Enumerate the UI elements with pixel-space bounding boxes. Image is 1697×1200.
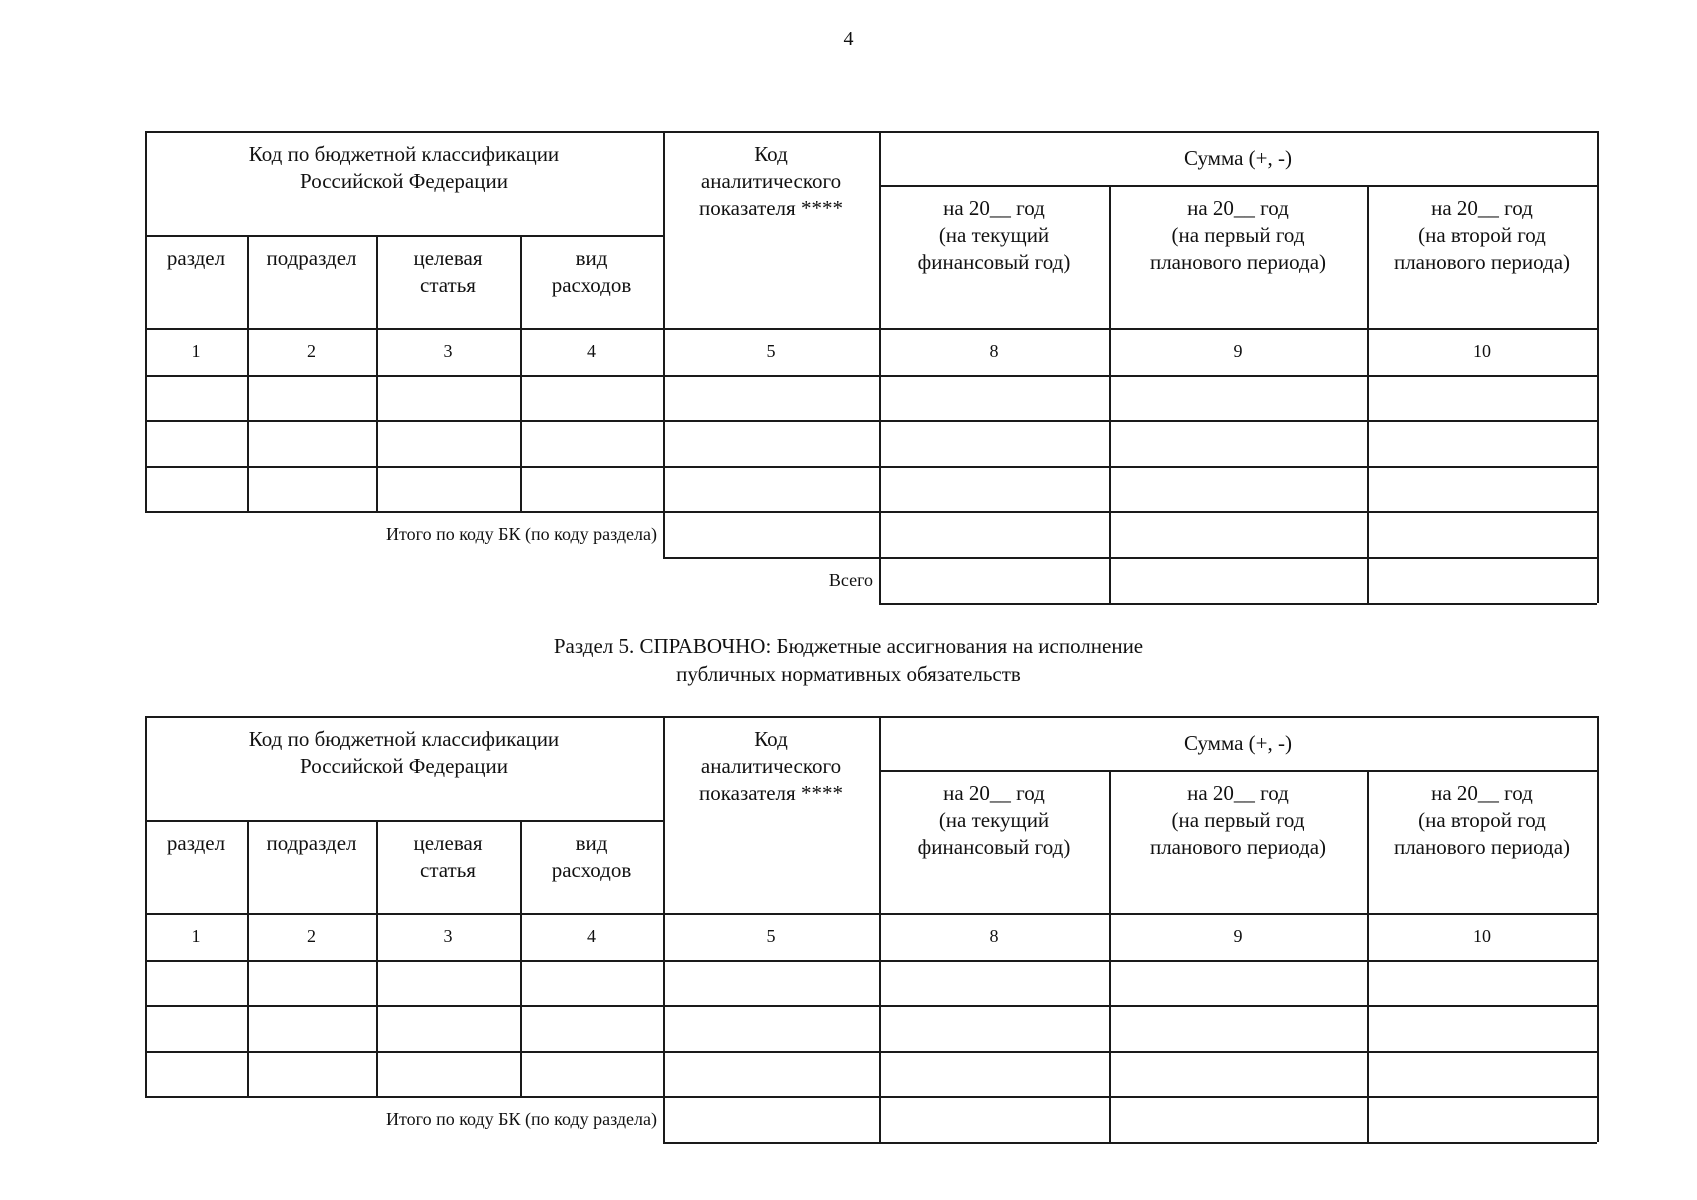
year-plan1-header-line: планового периода) <box>1149 250 1327 274</box>
column-number: 8 <box>989 926 999 946</box>
page-number: 4 <box>843 28 854 50</box>
column-number: 2 <box>307 341 316 361</box>
year-plan1-header-line: (на первый год <box>1171 223 1305 247</box>
summa-header-line: Сумма (+, -) <box>1183 145 1293 170</box>
year-plan1-header-line: планового периода) <box>1149 835 1327 859</box>
table-grid-line <box>663 1142 1597 1144</box>
bk-classification-header <box>145 131 663 235</box>
vid-rashodov-header-line: расходов <box>551 858 632 882</box>
column-number: 9 <box>1233 926 1243 946</box>
celevaya-statya-header-line: целевая <box>413 831 483 855</box>
year-plan2-header-line: планового периода) <box>1393 835 1571 859</box>
year-plan2-header-line: планового периода) <box>1393 250 1571 274</box>
year-plan1-header <box>1109 185 1367 328</box>
year-current-header-line: на 20__ год <box>943 781 1045 805</box>
table-grid-line <box>879 603 1597 605</box>
table-row <box>145 960 1597 1005</box>
bk-classification-header-line: Код по бюджетной классификации <box>248 727 560 751</box>
year-current-header <box>879 770 1109 913</box>
analytic-code-header-line: показателя **** <box>699 781 843 805</box>
bk-classification-header <box>145 716 663 820</box>
table-grid-line <box>1597 716 1599 1142</box>
column-number: 10 <box>1473 926 1491 946</box>
section-5-title <box>0 632 1697 688</box>
table-row <box>145 1005 1597 1051</box>
section-5-title-line-1: Раздел 5. СПРАВОЧНО: Бюджетные ассигнования на исполнение <box>553 634 1144 658</box>
year-plan2-header <box>1367 770 1597 913</box>
bk-classification-header-line: Российской Федерации <box>300 754 508 778</box>
analytic-code-header-line: аналитического <box>700 169 842 193</box>
podrazdel-header-line: подраздел <box>266 831 357 855</box>
year-plan2-header-line: на 20__ год <box>1431 196 1533 220</box>
column-number: 10 <box>1473 341 1491 361</box>
celevaya-statya-header <box>376 235 520 328</box>
summa-header <box>879 716 1597 770</box>
table-row <box>145 375 1597 420</box>
bk-classification-header-line: Российской Федерации <box>300 169 508 193</box>
razdel-header-line: раздел <box>166 831 226 855</box>
year-plan1-header-line: на 20__ год <box>1187 781 1289 805</box>
analytic-code-header-line: Код <box>754 142 788 166</box>
year-plan2-header-line: (на второй год <box>1418 808 1546 832</box>
year-current-header <box>879 185 1109 328</box>
celevaya-statya-header-line: статья <box>420 858 476 882</box>
podrazdel-header <box>247 820 376 913</box>
analytic-code-header-line: Код <box>754 727 788 751</box>
total-by-bk-label: Итого по коду БК (по коду раздела) <box>386 1108 657 1129</box>
column-number: 4 <box>587 926 596 946</box>
column-number: 1 <box>191 926 201 946</box>
podrazdel-header <box>247 235 376 328</box>
bk-classification-header-line: Код по бюджетной классификации <box>248 142 560 166</box>
year-plan2-header-line: (на второй год <box>1418 223 1546 247</box>
vid-rashodov-header-line: расходов <box>551 273 632 297</box>
analytic-code-header-line: аналитического <box>700 754 842 778</box>
year-plan1-header <box>1109 770 1367 913</box>
vid-rashodov-header-line: вид <box>575 246 608 270</box>
column-number: 5 <box>766 926 776 946</box>
column-number: 1 <box>191 341 201 361</box>
column-number: 2 <box>307 926 316 946</box>
celevaya-statya-header-line: статья <box>420 273 476 297</box>
year-plan2-header-line: на 20__ год <box>1431 781 1533 805</box>
analytic-code-header-line: показателя **** <box>699 196 843 220</box>
year-plan2-header <box>1367 185 1597 328</box>
vid-rashodov-header <box>520 235 663 328</box>
column-number: 9 <box>1233 341 1243 361</box>
table-row <box>145 420 1597 466</box>
column-number: 3 <box>443 926 453 946</box>
razdel-header <box>145 820 247 913</box>
grand-total-label: Всего <box>828 569 873 590</box>
column-number: 5 <box>766 341 776 361</box>
celevaya-statya-header <box>376 820 520 913</box>
podrazdel-header-line: подраздел <box>266 246 357 270</box>
summa-header <box>879 131 1597 185</box>
analytic-code-header <box>663 131 879 328</box>
razdel-header <box>145 235 247 328</box>
year-current-header-line: (на текущий <box>938 223 1050 247</box>
celevaya-statya-header-line: целевая <box>413 246 483 270</box>
table-row <box>145 1051 1597 1096</box>
column-number: 3 <box>443 341 453 361</box>
column-number: 4 <box>587 341 596 361</box>
summa-header-line: Сумма (+, -) <box>1183 730 1293 755</box>
analytic-code-header <box>663 716 879 913</box>
year-current-header-line: на 20__ год <box>943 196 1045 220</box>
year-plan1-header-line: (на первый год <box>1171 808 1305 832</box>
table-grid-line <box>1597 131 1599 603</box>
year-plan1-header-line: на 20__ год <box>1187 196 1289 220</box>
total-by-bk-label: Итого по коду БК (по коду раздела) <box>386 523 657 544</box>
table-row <box>145 466 1597 511</box>
year-current-header-line: финансовый год) <box>917 835 1071 859</box>
vid-rashodov-header-line: вид <box>575 831 608 855</box>
column-number: 8 <box>989 341 999 361</box>
razdel-header-line: раздел <box>166 246 226 270</box>
vid-rashodov-header <box>520 820 663 913</box>
section-5-title-line-2: публичных нормативных обязательств <box>676 662 1021 686</box>
year-current-header-line: финансовый год) <box>917 250 1071 274</box>
year-current-header-line: (на текущий <box>938 808 1050 832</box>
